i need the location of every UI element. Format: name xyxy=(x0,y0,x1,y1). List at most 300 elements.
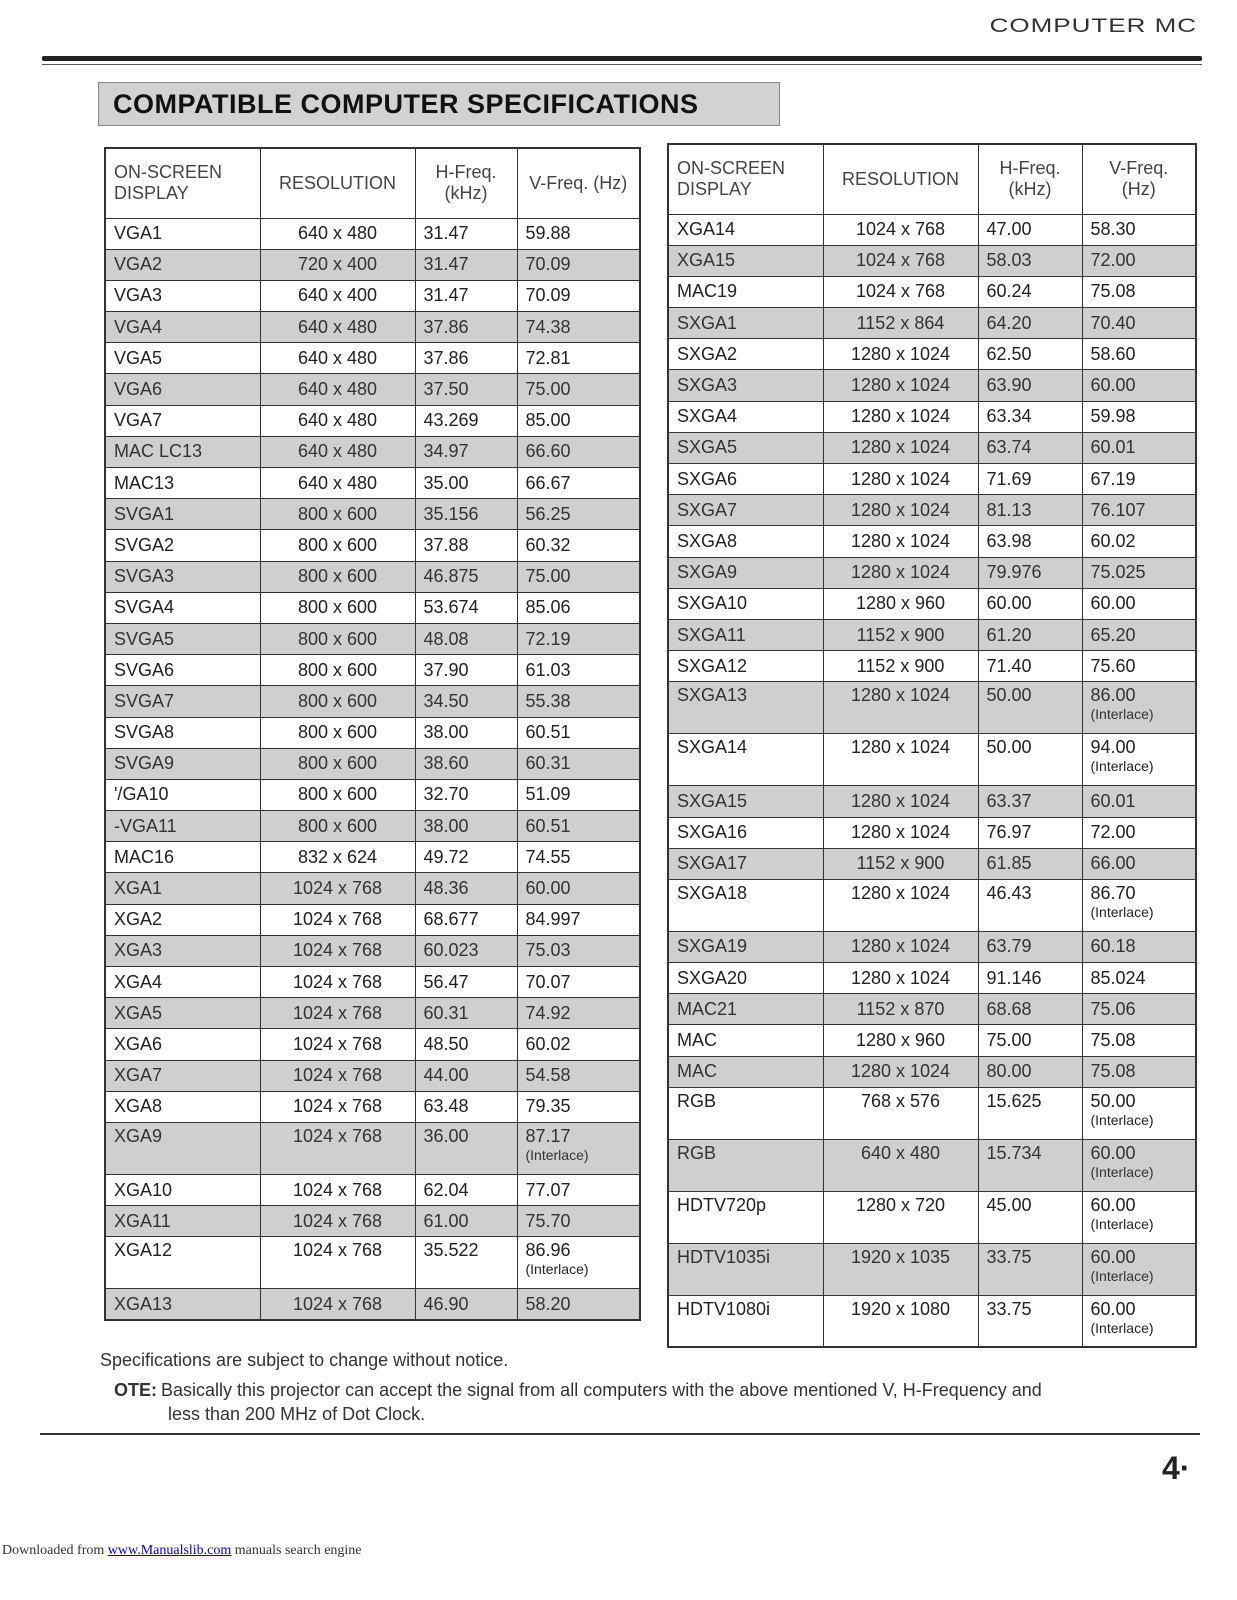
hfreq-cell xyxy=(415,655,517,686)
hfreq-cell xyxy=(978,1243,1082,1295)
table-row xyxy=(668,994,1196,1025)
resolution-cell-text: 1024 x 768 xyxy=(292,971,383,992)
hfreq-cell xyxy=(415,1029,517,1060)
table-row xyxy=(105,655,640,686)
resolution-cell xyxy=(260,312,415,343)
hfreq-cell xyxy=(978,1139,1082,1191)
vfreq-cell-text: 74.38 xyxy=(525,316,571,337)
display-cell-text: SXGA3 xyxy=(677,375,738,396)
display-cell-text: SXGA20 xyxy=(677,967,748,988)
interlace-note: (Interlace) xyxy=(1090,1111,1154,1128)
hfreq-cell-text: 34.50 xyxy=(423,690,469,711)
resolution-cell xyxy=(823,276,978,307)
table-row xyxy=(668,1025,1196,1056)
hfreq-cell xyxy=(415,561,517,592)
resolution-cell xyxy=(260,530,415,561)
hfreq-cell xyxy=(415,779,517,810)
display-cell-text: XGA10 xyxy=(114,1179,173,1200)
vfreq-cell xyxy=(1082,401,1196,432)
resolution-cell-text: 800 x 600 xyxy=(297,784,378,805)
vfreq-cell xyxy=(517,405,640,436)
hfreq-cell xyxy=(978,432,1082,463)
hfreq-cell xyxy=(978,1056,1082,1087)
table-row xyxy=(105,811,640,842)
hfreq-cell-text: 37.90 xyxy=(423,659,469,680)
resolution-cell-text: 800 x 600 xyxy=(297,690,378,711)
vfreq-cell-text: 72.00 xyxy=(1090,250,1136,271)
table-row xyxy=(105,499,640,530)
spec-table-left xyxy=(104,147,641,1321)
resolution-cell-text: 1024 x 768 xyxy=(292,940,383,961)
display-cell xyxy=(668,651,823,682)
hfreq-cell xyxy=(415,811,517,842)
resolution-cell xyxy=(260,1122,415,1174)
interlace-note: (Interlace) xyxy=(1090,903,1154,920)
hfreq-cell-text: 47.00 xyxy=(986,219,1032,240)
vfreq-cell-text: 86.70 xyxy=(1090,882,1136,903)
resolution-cell-text: 1280 x 1024 xyxy=(850,530,951,551)
hfreq-cell xyxy=(415,405,517,436)
resolution-cell-text: 1280 x 960 xyxy=(855,593,946,614)
vfreq-cell xyxy=(517,436,640,467)
vfreq-cell xyxy=(1082,464,1196,495)
resolution-cell xyxy=(260,561,415,592)
resolution-cell-text: 1280 x 1024 xyxy=(850,737,951,758)
display-cell-text: XGA4 xyxy=(114,971,163,992)
display-cell xyxy=(668,370,823,401)
resolution-cell-text: 1280 x 720 xyxy=(855,1194,946,1215)
hfreq-cell xyxy=(415,967,517,998)
hfreq-cell xyxy=(415,1122,517,1174)
resolution-cell xyxy=(260,374,415,405)
hfreq-cell-text: 15.734 xyxy=(986,1142,1042,1163)
display-cell xyxy=(105,1091,260,1122)
hfreq-cell xyxy=(415,1206,517,1237)
resolution-cell xyxy=(260,218,415,249)
hfreq-cell-text: 71.40 xyxy=(986,655,1032,676)
vfreq-cell-text: 66.60 xyxy=(525,441,571,462)
table-row xyxy=(668,526,1196,557)
resolution-cell xyxy=(823,931,978,962)
top-rule-thin xyxy=(42,64,1202,65)
display-cell-text: SXGA11 xyxy=(677,624,746,645)
table-row xyxy=(105,904,640,935)
hfreq-cell xyxy=(978,619,1082,650)
resolution-cell xyxy=(823,370,978,401)
hfreq-cell xyxy=(978,276,1082,307)
hfreq-cell xyxy=(415,842,517,873)
resolution-cell-text: 1024 x 768 xyxy=(292,1096,383,1117)
table-row xyxy=(668,245,1196,276)
hfreq-cell-text: 31.47 xyxy=(423,254,469,275)
display-cell xyxy=(668,276,823,307)
display-cell-text: SVGA9 xyxy=(114,753,175,774)
display-cell xyxy=(105,904,260,935)
vfreq-cell xyxy=(517,748,640,779)
table-row xyxy=(105,592,640,623)
display-cell-text: SXGA13 xyxy=(677,685,748,706)
resolution-cell xyxy=(823,817,978,848)
table-row xyxy=(105,1122,640,1174)
hfreq-cell xyxy=(415,686,517,717)
hfreq-cell-text: 79.976 xyxy=(986,562,1042,583)
col-header-hfreq: H-Freq. (kHz) xyxy=(415,148,517,218)
display-cell-text: SXGA19 xyxy=(677,936,748,957)
hfreq-cell-text: 38.60 xyxy=(423,753,469,774)
table-row xyxy=(105,468,640,499)
hfreq-cell xyxy=(978,339,1082,370)
hfreq-cell xyxy=(978,588,1082,619)
hfreq-cell xyxy=(415,312,517,343)
display-cell xyxy=(105,499,260,530)
display-cell-text: SXGA8 xyxy=(677,530,738,551)
hfreq-cell-text: 62.04 xyxy=(423,1179,469,1200)
vfreq-cell-text: 75.00 xyxy=(525,379,571,400)
resolution-cell xyxy=(260,717,415,748)
hfreq-cell-text: 33.75 xyxy=(986,1298,1032,1319)
resolution-cell xyxy=(260,967,415,998)
resolution-cell xyxy=(823,557,978,588)
hfreq-cell-text: 35.156 xyxy=(423,503,479,524)
resolution-cell xyxy=(260,842,415,873)
table-row xyxy=(668,1191,1196,1243)
display-cell xyxy=(668,557,823,588)
display-cell-text: MAC21 xyxy=(677,998,738,1019)
note-line-2: less than 200 MHz of Dot Clock. xyxy=(168,1404,426,1424)
hfreq-cell xyxy=(415,1060,517,1091)
vfreq-cell xyxy=(1082,370,1196,401)
vfreq-cell-text: 66.67 xyxy=(525,472,571,493)
resolution-cell xyxy=(823,1191,978,1243)
hfreq-cell-text: 56.47 xyxy=(423,971,469,992)
resolution-cell-text: 1024 x 768 xyxy=(292,1033,383,1054)
table-row xyxy=(105,530,640,561)
display-cell-text: SVGA2 xyxy=(114,534,175,555)
resolution-cell-text: 1280 x 1024 xyxy=(850,1061,951,1082)
vfreq-cell xyxy=(1082,619,1196,650)
resolution-cell xyxy=(823,214,978,245)
resolution-cell-text: 1280 x 1024 xyxy=(850,685,951,706)
display-cell xyxy=(105,1060,260,1091)
hfreq-cell-text: 49.72 xyxy=(423,846,469,867)
vfreq-cell xyxy=(1082,1243,1196,1295)
vfreq-cell xyxy=(517,1289,640,1320)
resolution-cell-text: 1024 x 768 xyxy=(292,1240,383,1261)
table-row xyxy=(105,1174,640,1205)
vfreq-cell xyxy=(517,686,640,717)
display-cell xyxy=(105,998,260,1029)
display-cell-text: XGA12 xyxy=(114,1240,173,1261)
resolution-cell-text: 800 x 600 xyxy=(297,753,378,774)
resolution-cell-text: 1024 x 768 xyxy=(292,909,383,930)
hfreq-cell xyxy=(978,848,1082,879)
display-cell xyxy=(668,1295,823,1347)
vfreq-cell xyxy=(517,1122,640,1174)
vfreq-cell-text: 85.06 xyxy=(525,597,571,618)
display-cell-text: SXGA16 xyxy=(677,822,748,843)
vfreq-cell-text: 58.20 xyxy=(525,1293,571,1314)
table-row xyxy=(105,1289,640,1320)
vfreq-cell-text: 85.00 xyxy=(525,410,571,431)
display-cell xyxy=(105,468,260,499)
vfreq-cell xyxy=(517,967,640,998)
resolution-cell-text: 800 x 600 xyxy=(297,722,378,743)
resolution-cell xyxy=(823,245,978,276)
vfreq-cell-text: 60.00 xyxy=(1090,1142,1136,1163)
hfreq-cell-text: 63.34 xyxy=(986,406,1032,427)
vfreq-cell xyxy=(517,1060,640,1091)
display-cell xyxy=(105,1206,260,1237)
vfreq-cell-text: 60.18 xyxy=(1090,936,1136,957)
vfreq-cell xyxy=(517,280,640,311)
hfreq-cell xyxy=(978,682,1082,734)
hfreq-cell xyxy=(978,651,1082,682)
display-cell-text: XGA2 xyxy=(114,909,163,930)
resolution-cell xyxy=(260,1237,415,1289)
display-cell xyxy=(668,1243,823,1295)
display-cell-text: MAC xyxy=(677,1030,717,1051)
resolution-cell xyxy=(260,1289,415,1320)
resolution-cell-text: 800 x 600 xyxy=(297,628,378,649)
hfreq-cell-text: 36.00 xyxy=(423,1125,469,1146)
display-cell xyxy=(668,879,823,931)
resolution-cell xyxy=(260,811,415,842)
vfreq-cell xyxy=(517,811,640,842)
resolution-cell xyxy=(823,734,978,786)
table-row xyxy=(105,873,640,904)
display-cell-text: SVGA7 xyxy=(114,690,175,711)
display-cell xyxy=(105,374,260,405)
section-title-box xyxy=(98,82,780,126)
hfreq-cell xyxy=(978,245,1082,276)
hfreq-cell xyxy=(978,401,1082,432)
hfreq-cell-text: 46.43 xyxy=(986,882,1032,903)
note xyxy=(114,1378,1194,1426)
table-row xyxy=(668,276,1196,307)
hfreq-cell-text: 53.674 xyxy=(423,597,479,618)
spec-table-right xyxy=(667,143,1197,1348)
vfreq-cell xyxy=(517,561,640,592)
hfreq-cell xyxy=(415,249,517,280)
vfreq-cell xyxy=(517,1237,640,1289)
hfreq-cell-text: 34.97 xyxy=(423,441,469,462)
hfreq-cell-text: 60.24 xyxy=(986,281,1032,302)
display-cell xyxy=(668,401,823,432)
hfreq-cell-text: 63.79 xyxy=(986,936,1032,957)
vfreq-cell-text: 74.55 xyxy=(525,846,571,867)
hfreq-cell-text: 35.00 xyxy=(423,472,469,493)
display-cell-text: SVGA6 xyxy=(114,659,175,680)
table-row xyxy=(105,1060,640,1091)
vfreq-cell-text: 75.06 xyxy=(1090,998,1136,1019)
vfreq-cell-text: 72.81 xyxy=(525,347,571,368)
resolution-cell-text: 1280 x 1024 xyxy=(850,967,951,988)
table-row xyxy=(105,842,640,873)
vfreq-cell-text: 75.08 xyxy=(1090,281,1136,302)
hfreq-cell-text: 44.00 xyxy=(423,1065,469,1086)
hfreq-cell-text: 80.00 xyxy=(986,1061,1032,1082)
table-row xyxy=(668,1243,1196,1295)
resolution-cell xyxy=(260,468,415,499)
table-row xyxy=(105,779,640,810)
top-rule xyxy=(42,56,1202,61)
resolution-cell-text: 1280 x 1024 xyxy=(850,343,951,364)
vfreq-cell-text: 51.09 xyxy=(525,784,571,805)
hfreq-cell xyxy=(978,1025,1082,1056)
resolution-cell xyxy=(260,436,415,467)
hfreq-cell-text: 63.37 xyxy=(986,790,1032,811)
vfreq-cell-text: 60.00 xyxy=(1090,1194,1136,1215)
display-cell xyxy=(105,842,260,873)
resolution-cell xyxy=(823,619,978,650)
hfreq-cell xyxy=(978,1295,1082,1347)
display-cell-text: HDTV1035i xyxy=(677,1246,771,1267)
display-cell xyxy=(668,734,823,786)
manualslib-link[interactable]: www.Manualslib.com xyxy=(107,1543,232,1558)
display-cell-text: VGA4 xyxy=(114,316,163,337)
display-cell-text: SVGA4 xyxy=(114,597,175,618)
vfreq-cell xyxy=(1082,526,1196,557)
display-cell-text: SXGA4 xyxy=(677,406,738,427)
display-cell-text: SXGA9 xyxy=(677,562,738,583)
resolution-cell-text: 1280 x 960 xyxy=(855,1030,946,1051)
hfreq-cell-text: 33.75 xyxy=(986,1246,1032,1267)
vfreq-cell xyxy=(1082,1056,1196,1087)
table-row xyxy=(105,561,640,592)
hfreq-cell-text: 60.00 xyxy=(986,593,1032,614)
resolution-cell-text: 640 x 480 xyxy=(297,379,378,400)
vfreq-cell-text: 60.00 xyxy=(525,878,571,899)
display-cell-text: XGA9 xyxy=(114,1125,163,1146)
resolution-cell-text: 640 x 400 xyxy=(297,285,378,306)
col-header-resolution: RESOLUTION xyxy=(260,148,415,218)
display-cell xyxy=(105,436,260,467)
interlace-note: (Interlace) xyxy=(525,1261,589,1278)
vfreq-cell-text: 75.08 xyxy=(1090,1030,1136,1051)
hfreq-cell xyxy=(415,904,517,935)
col-header-hfreq: H-Freq. (kHz) xyxy=(978,144,1082,214)
hfreq-cell xyxy=(415,998,517,1029)
hfreq-cell-text: 31.47 xyxy=(423,223,469,244)
vfreq-cell-text: 86.96 xyxy=(525,1240,571,1261)
table-row xyxy=(105,405,640,436)
hfreq-cell-text: 63.74 xyxy=(986,437,1032,458)
vfreq-cell xyxy=(517,717,640,748)
hfreq-cell-text: 63.98 xyxy=(986,530,1032,551)
table-row xyxy=(105,1029,640,1060)
interlace-note: (Interlace) xyxy=(525,1146,589,1163)
resolution-cell-text: 800 x 600 xyxy=(297,597,378,618)
interlace-note: (Interlace) xyxy=(1090,1163,1154,1180)
display-cell-text: XGA8 xyxy=(114,1096,163,1117)
hfreq-cell-text: 38.00 xyxy=(423,815,469,836)
hfreq-cell xyxy=(415,436,517,467)
resolution-cell-text: 800 x 600 xyxy=(297,503,378,524)
running-header: COMPUTER MC xyxy=(989,13,1197,37)
table-row xyxy=(105,218,640,249)
table-row xyxy=(105,1206,640,1237)
vfreq-cell-text: 60.01 xyxy=(1090,437,1136,458)
display-cell xyxy=(668,786,823,817)
vfreq-cell xyxy=(517,873,640,904)
table-header-row xyxy=(668,144,1196,214)
vfreq-cell xyxy=(1082,1191,1196,1243)
vfreq-cell xyxy=(1082,879,1196,931)
vfreq-cell xyxy=(1082,931,1196,962)
hfreq-cell-text: 64.20 xyxy=(986,312,1032,333)
resolution-cell xyxy=(260,499,415,530)
vfreq-cell xyxy=(1082,1295,1196,1347)
display-cell-text: HDTV720p xyxy=(677,1194,767,1215)
vfreq-cell xyxy=(517,499,640,530)
display-cell-text: SXGA6 xyxy=(677,468,738,489)
resolution-cell xyxy=(823,308,978,339)
hfreq-cell xyxy=(415,748,517,779)
resolution-cell-text: 640 x 480 xyxy=(297,472,378,493)
vfreq-cell-text: 84.997 xyxy=(525,909,581,930)
vfreq-cell-text: 61.03 xyxy=(525,659,571,680)
display-cell xyxy=(105,1289,260,1320)
resolution-cell-text: 1280 x 1024 xyxy=(850,499,951,520)
display-cell-text: RGB xyxy=(677,1090,717,1111)
hfreq-cell xyxy=(415,592,517,623)
resolution-cell-text: 832 x 624 xyxy=(297,846,378,867)
vfreq-cell-text: 86.00 xyxy=(1090,685,1136,706)
display-cell xyxy=(668,495,823,526)
vfreq-cell-text: 60.32 xyxy=(525,534,571,555)
resolution-cell-text: 1152 x 900 xyxy=(856,624,945,645)
resolution-cell xyxy=(260,1174,415,1205)
display-cell-text: SXGA17 xyxy=(677,853,748,874)
display-cell xyxy=(105,748,260,779)
hfreq-cell-text: 43.269 xyxy=(423,410,479,431)
vfreq-cell-text: 75.00 xyxy=(525,566,571,587)
interlace-note: (Interlace) xyxy=(1090,1215,1154,1232)
hfreq-cell xyxy=(978,557,1082,588)
hfreq-cell-text: 61.85 xyxy=(986,853,1032,874)
hfreq-cell xyxy=(978,526,1082,557)
resolution-cell-text: 1024 x 768 xyxy=(292,878,383,899)
resolution-cell xyxy=(823,994,978,1025)
vfreq-cell-text: 94.00 xyxy=(1090,737,1136,758)
display-cell xyxy=(668,588,823,619)
hfreq-cell-text: 75.00 xyxy=(986,1030,1032,1051)
hfreq-cell xyxy=(978,308,1082,339)
hfreq-cell-text: 76.97 xyxy=(986,822,1032,843)
resolution-cell-text: 1920 x 1035 xyxy=(850,1246,951,1267)
display-cell-text: RGB xyxy=(677,1142,717,1163)
vfreq-cell-text: 60.51 xyxy=(525,722,571,743)
hfreq-cell xyxy=(415,468,517,499)
resolution-cell xyxy=(260,343,415,374)
display-cell xyxy=(105,935,260,966)
display-cell-text: MAC13 xyxy=(114,472,175,493)
resolution-cell-text: 640 x 480 xyxy=(297,441,378,462)
vfreq-cell xyxy=(517,218,640,249)
table-row xyxy=(668,848,1196,879)
resolution-cell xyxy=(823,1025,978,1056)
display-cell-text: SXGA18 xyxy=(677,882,748,903)
resolution-cell xyxy=(260,1091,415,1122)
resolution-cell xyxy=(260,249,415,280)
resolution-cell xyxy=(260,748,415,779)
display-cell-text: SXGA10 xyxy=(677,593,748,614)
vfreq-cell xyxy=(517,343,640,374)
download-prefix: Downloaded from xyxy=(2,1543,108,1558)
display-cell xyxy=(105,1237,260,1289)
table-row xyxy=(105,343,640,374)
display-cell xyxy=(105,249,260,280)
